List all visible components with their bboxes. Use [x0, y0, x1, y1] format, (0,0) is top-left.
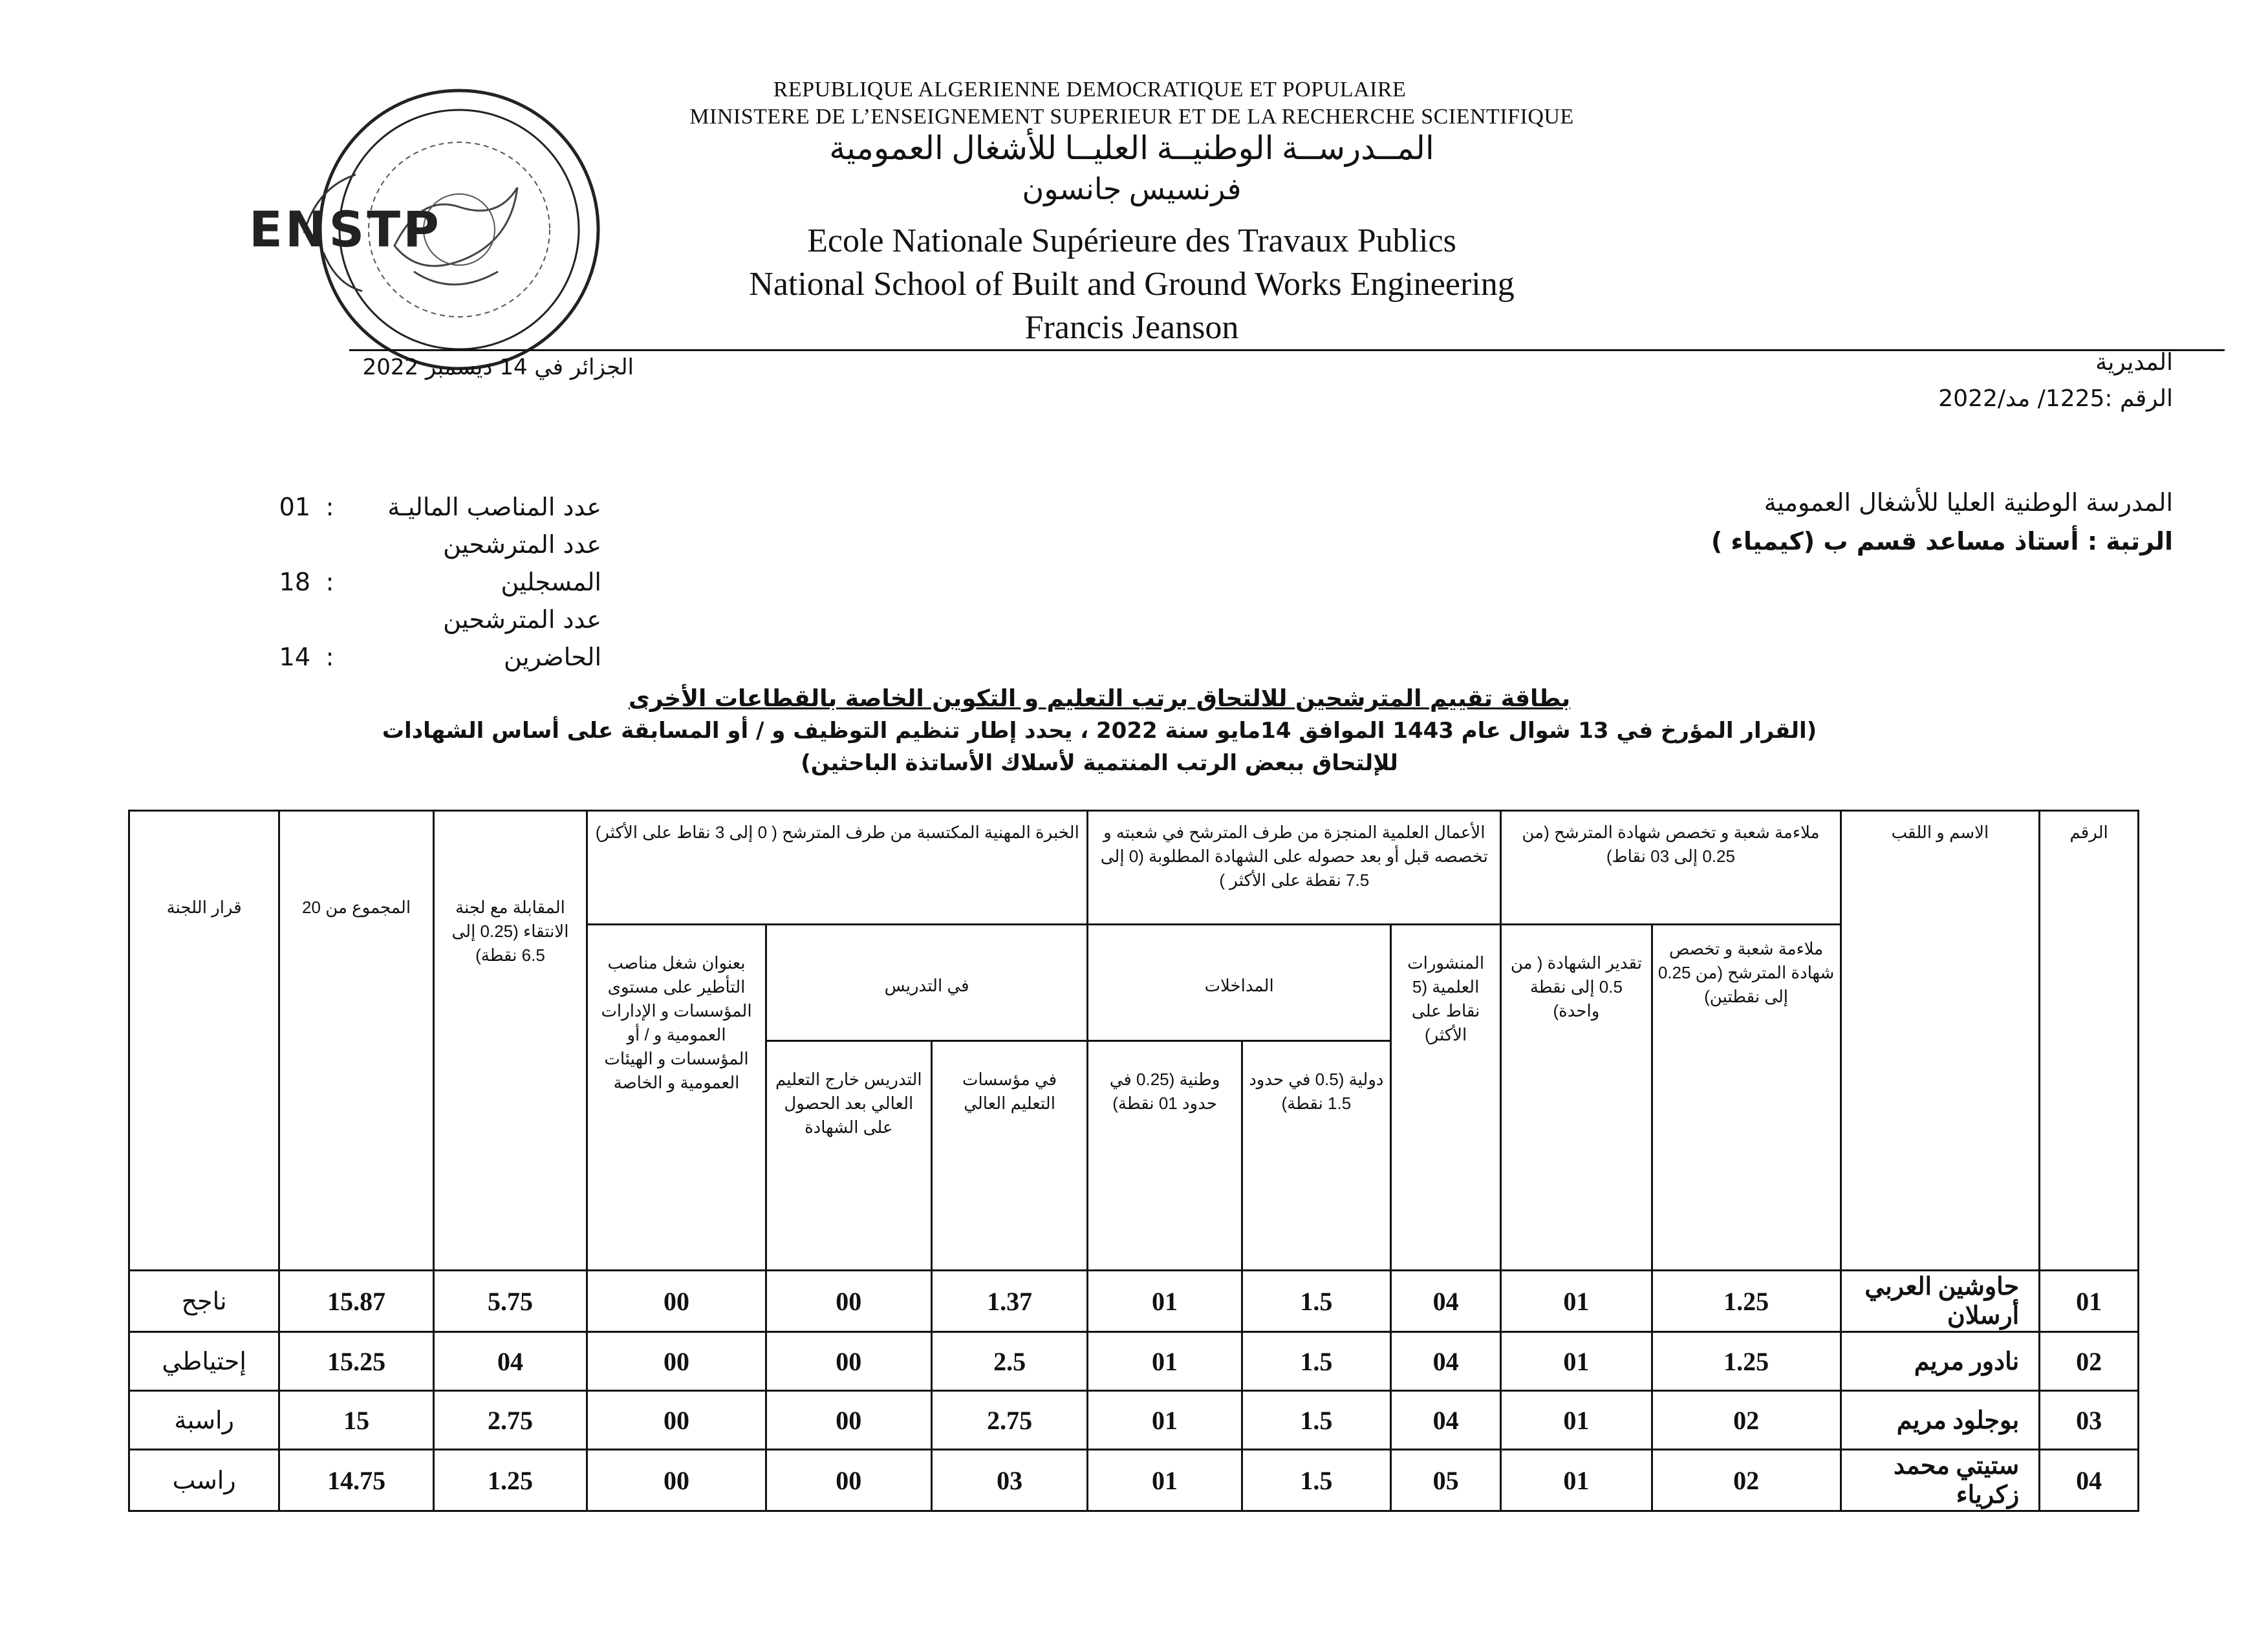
header-experience-group: الخبرة المهنية المكتسبة من طرف المترشح ( 0 إلى 3 نقاط على الأكثر) — [587, 811, 1088, 925]
cell-publications: 05 — [1390, 1450, 1500, 1511]
header-total: المجموع من 20 — [279, 811, 433, 1271]
header-interview: المقابلة مع لجنة الانتقاء (0.25 إلى 6.5 نقطة) — [433, 811, 587, 1271]
cell-international: 1.5 — [1242, 1391, 1390, 1450]
francis-jeanson-ar: فرنسيس جانسون — [1022, 173, 1242, 206]
cell-interview: 5.75 — [433, 1271, 587, 1332]
cell-grade: 01 — [1501, 1271, 1652, 1332]
header-grade: تقدير الشهادة ( من 0.5 إلى نقطة واحدة) — [1501, 925, 1652, 1271]
cell-teaching-higher: 03 — [931, 1450, 1088, 1511]
cell-teaching-outside: 00 — [766, 1391, 931, 1450]
cell-decision: راسب — [129, 1450, 279, 1511]
cell-num: 03 — [2040, 1391, 2139, 1450]
table-row — [129, 1450, 2139, 1511]
header-national: وطنية (0.25 في حدود 01 نقطة) — [1088, 1041, 1242, 1271]
institution-name: المدرسة الوطنية العليا للأشغال العمومية — [1764, 488, 2173, 517]
cell-teaching-higher: 2.75 — [931, 1391, 1088, 1450]
cell-national: 01 — [1088, 1391, 1242, 1450]
table-row — [129, 1332, 2139, 1391]
cell-interview: 04 — [433, 1332, 587, 1391]
header-relevance-group: ملاءمة شعبة و تخصص شهادة المترشح (من 0.25 إلى 03 نقاط) — [1501, 811, 1841, 925]
document-title: بطاقة تقييم المترشحين للالتحاق برتب التعليم و التكوين الخاصة بالقطاعات الأخرى — [628, 685, 1571, 712]
cell-total: 15 — [279, 1391, 433, 1450]
cell-management: 00 — [587, 1450, 766, 1511]
cell-relevance: 1.25 — [1652, 1332, 1841, 1391]
enstp-logo: ENSTP — [249, 200, 442, 258]
cell-relevance: 02 — [1652, 1391, 1841, 1450]
cell-management: 00 — [587, 1391, 766, 1450]
cell-num: 02 — [2040, 1332, 2139, 1391]
school-name-fr: Ecole Nationale Supérieure des Travaux Publics — [807, 222, 1456, 259]
cell-decision: راسبة — [129, 1391, 279, 1450]
cell-international: 1.5 — [1242, 1271, 1390, 1332]
cell-relevance: 1.25 — [1652, 1271, 1841, 1332]
cell-grade: 01 — [1501, 1391, 1652, 1450]
rank-label: الرتبة : أستاذ مساعد قسم ب (كيمياء ) — [1711, 527, 2173, 555]
cell-teaching-higher: 1.37 — [931, 1271, 1088, 1332]
stat-row-registered: عدد المترشحين المسجلين:18 — [279, 530, 601, 596]
ministry-title: MINISTERE DE L’ENSEIGNEMENT SUPERIEUR ET DE LA RECHERCHE SCIENTIFIQUE — [689, 105, 1574, 129]
table-row — [129, 1391, 2139, 1450]
cell-management: 00 — [587, 1332, 766, 1391]
cell-national: 01 — [1088, 1271, 1242, 1332]
cell-interview: 1.25 — [433, 1450, 587, 1511]
reference-number: الرقم :1225/ مد/2022 — [1938, 385, 2173, 412]
cell-national: 01 — [1088, 1332, 1242, 1391]
cell-teaching-higher: 2.5 — [931, 1332, 1088, 1391]
francis-jeanson-fr: Francis Jeanson — [1024, 309, 1239, 346]
school-name-ar: المــدرســة الوطنيــة العليــا للأشغال العمومية — [829, 130, 1434, 166]
evaluation-table — [128, 810, 2139, 1512]
stats-block — [233, 488, 601, 676]
cell-name: بوجلود مريم — [1841, 1391, 2040, 1450]
cell-decision: ناجح — [129, 1271, 279, 1332]
direction-label: المديرية — [2095, 349, 2173, 376]
stat-row-positions: عدد المناصب الماليـة:01 — [279, 493, 601, 521]
cell-num: 04 — [2040, 1450, 2139, 1511]
header-teaching: في التدريس — [766, 925, 1088, 1041]
cell-publications: 04 — [1390, 1332, 1500, 1391]
republic-title: REPUBLIQUE ALGERIENNE DEMOCRATIQUE ET POPULAIRE — [773, 78, 1407, 102]
stat-row-present: عدد المترشحين الحاضرين:14 — [279, 605, 601, 671]
cell-publications: 04 — [1390, 1271, 1500, 1332]
cell-international: 1.5 — [1242, 1332, 1390, 1391]
table-row — [129, 1271, 2139, 1332]
cell-name: نادور مريم — [1841, 1332, 2040, 1391]
header-teaching-outside: التدريس خارج التعليم العالي بعد الحصول على الشهادة — [766, 1041, 931, 1271]
cell-total: 14.75 — [279, 1450, 433, 1511]
cell-interview: 2.75 — [433, 1391, 587, 1450]
cell-grade: 01 — [1501, 1450, 1652, 1511]
decree-reference: (القرار المؤرخ في 13 شوال عام 1443 الموافق 14مايو سنة 2022 ، يحدد إطار تنظيم التوظيف و / أو المسابقة على أساس الشهادات — [382, 718, 1817, 744]
header-relevance: ملاءمة شعبة و تخصص شهادة المترشح (من 0.25 إلى نقطتين) — [1652, 925, 1841, 1271]
cell-num: 01 — [2040, 1271, 2139, 1332]
cell-management: 00 — [587, 1271, 766, 1332]
cell-teaching-outside: 00 — [766, 1450, 931, 1511]
cell-grade: 01 — [1501, 1332, 1652, 1391]
school-name-en: National School of Built and Ground Works Engineering — [749, 266, 1515, 303]
header-name: الاسم و اللقب — [1841, 811, 2040, 1271]
header-publications: المنشورات العلمية (5 نقاط على الأكثر) — [1390, 925, 1500, 1271]
cell-name: حاوشين العربي أرسلان — [1841, 1271, 2040, 1332]
cell-decision: إحتياطي — [129, 1332, 279, 1391]
cell-publications: 04 — [1390, 1391, 1500, 1450]
cell-total: 15.25 — [279, 1332, 433, 1391]
header-management: بعنوان شغل مناصب التأطير على مستوى المؤسسات و الإدارات العمومية و / أو المؤسسات و الهيئات العمومية و الخاصة — [587, 925, 766, 1271]
header-decision: قرار اللجنة — [129, 811, 279, 1271]
header-teaching-higher: في مؤسسات التعليم العالي — [931, 1041, 1088, 1271]
cell-national: 01 — [1088, 1450, 1242, 1511]
cell-name: ستيتي محمد زكرياء — [1841, 1450, 2040, 1511]
header-communications: المداخلات — [1088, 925, 1391, 1041]
header-international: دولية (0.5 في حدود 1.5 نقطة) — [1242, 1041, 1390, 1271]
cell-total: 15.87 — [279, 1271, 433, 1332]
cell-teaching-outside: 00 — [766, 1332, 931, 1391]
header-works-group: الأعمال العلمية المنجزة من طرف المترشح في شعبته و تخصصه قبل أو بعد حصوله على الشهادة المطلوبة (0 إلى 7.5 نقطة على الأكثر ) — [1088, 811, 1501, 925]
decree-reference-cont: للإلتحاق ببعض الرتب المنتمية لأسلاك الأساتذة الباحثين) — [801, 750, 1398, 776]
place-date: الجزائر في 14 ديسمبر 2022 — [362, 354, 634, 380]
cell-relevance: 02 — [1652, 1450, 1841, 1511]
cell-teaching-outside: 00 — [766, 1271, 931, 1332]
header-num: الرقم — [2040, 811, 2139, 1271]
cell-international: 1.5 — [1242, 1450, 1390, 1511]
